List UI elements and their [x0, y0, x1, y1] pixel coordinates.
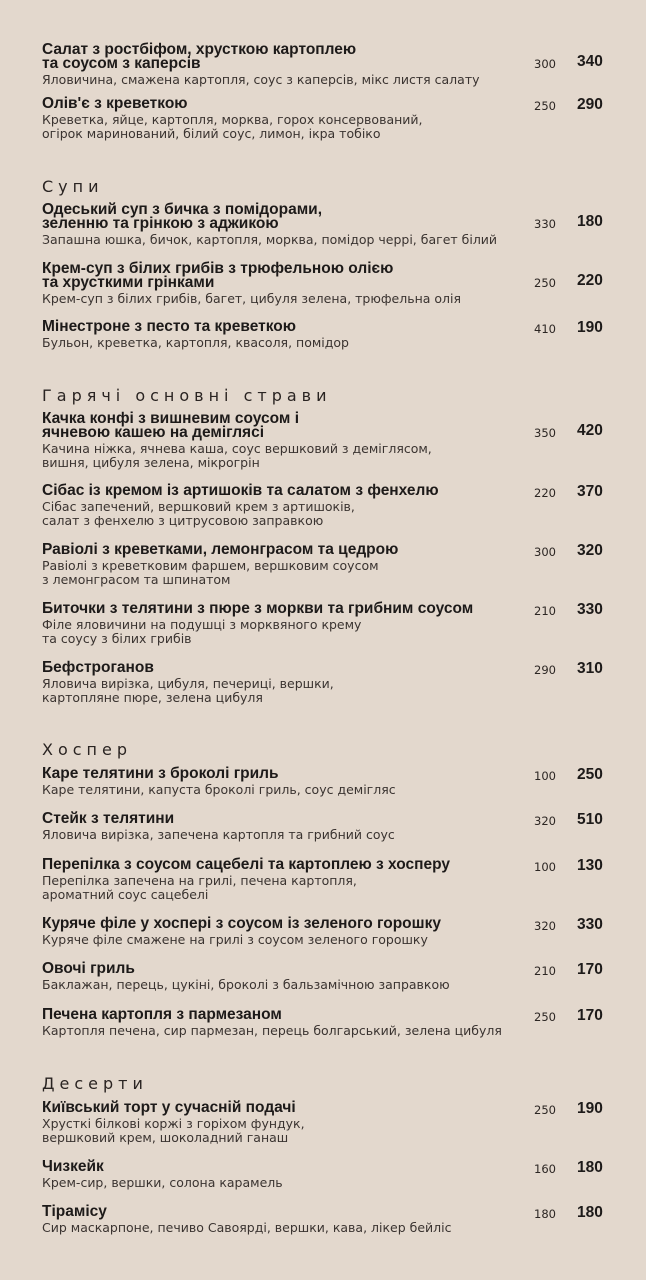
item-description-line: вишня, цибуля зелена, мікрогрін: [42, 455, 260, 470]
item-name: [42, 412, 512, 440]
item-description: [42, 1221, 532, 1235]
item-weight: 300: [534, 57, 556, 71]
item-description: [42, 677, 532, 705]
item-description-line: Яловичина, смажена картопля, соус з каперсів, мікс листя салату: [42, 72, 480, 87]
item-weight: 220: [534, 486, 556, 500]
item-description-line: салат з фенхелю з цитрусовою заправкою: [42, 513, 324, 528]
item-name-line: Олів'є з креветкою: [42, 95, 188, 112]
item-name: [42, 1101, 512, 1115]
item-name-line: Київський торт у сучасній подачі: [42, 1099, 296, 1116]
item-description-line: та соусу з білих грибів: [42, 631, 192, 646]
item-description-line: Філе яловичини на подушці з морквяного крему: [42, 617, 362, 632]
item-description-line: Яловича вирізка, запечена картопля та грибний соус: [42, 827, 395, 842]
item-price: 510: [577, 811, 603, 828]
item-description: [42, 559, 532, 587]
item-weight: 250: [534, 1103, 556, 1117]
item-weight: 100: [534, 860, 556, 874]
item-name-line: Салат з ростбіфом, хрусткою картоплею: [42, 41, 357, 58]
item-price: 170: [577, 1007, 603, 1024]
item-weight: 180: [534, 1207, 556, 1221]
item-name-line: та соусом з каперсів: [42, 55, 201, 72]
item-name: [42, 917, 512, 931]
item-description: [42, 874, 532, 902]
item-name-line: Каре телятини з броколі гриль: [42, 765, 279, 782]
item-weight: 250: [534, 99, 556, 113]
item-description-line: Перепілка запечена на грилі, печена картопля,: [42, 873, 357, 888]
item-description: [42, 783, 532, 797]
item-price: 190: [577, 1100, 603, 1117]
item-description: [42, 442, 532, 470]
item-price: 220: [577, 272, 603, 289]
item-description: [42, 500, 532, 528]
item-name: [42, 1008, 512, 1022]
item-name-line: Одеський суп з бичка з помідорами,: [42, 201, 323, 218]
item-price: 190: [577, 319, 603, 336]
item-description: [42, 292, 532, 306]
section-title: Десерти: [42, 1074, 148, 1093]
section-title: Хоспер: [42, 740, 133, 759]
item-name-line: Перепілка з соусом сацебелі та картоплею з хосперу: [42, 856, 451, 873]
item-price: 330: [577, 916, 603, 933]
item-description-line: картопляне пюре, зелена цибуля: [42, 690, 263, 705]
item-name-line: та хрусткими грінками: [42, 274, 215, 291]
item-name-line: Сібас із кремом із артишоків та салатом з фенхелю: [42, 482, 439, 499]
item-price: 370: [577, 483, 603, 500]
item-weight: 350: [534, 426, 556, 440]
item-description: [42, 113, 532, 141]
item-description-line: Каре телятини, капуста броколі гриль, соус демігляс: [42, 782, 396, 797]
item-name-line: Овочі гриль: [42, 960, 135, 977]
section-title: Гарячі основні страви: [42, 386, 332, 405]
item-name-line: Крем-суп з білих грибів з трюфельною олією: [42, 260, 394, 277]
item-description: [42, 233, 532, 247]
item-price: 340: [577, 53, 603, 70]
item-description: [42, 1176, 532, 1190]
item-name-line: Мінестроне з песто та креветкою: [42, 318, 296, 335]
item-name-line: Куряче філе у хоспері з соусом із зеленого горошку: [42, 915, 441, 932]
item-description-line: з лемонграсом та шпинатом: [42, 572, 231, 587]
item-name-line: Тірамісу: [42, 1203, 107, 1220]
item-name-line: Качка конфі з вишневим соусом і: [42, 410, 300, 427]
section-title: Супи: [42, 177, 104, 196]
item-name-line: Бефстроганов: [42, 659, 154, 676]
item-name-line: Печена картопля з пармезаном: [42, 1006, 282, 1023]
item-name-line: Биточки з телятини з пюре з моркви та грибним соусом: [42, 600, 474, 617]
item-weight: 320: [534, 814, 556, 828]
item-description-line: Бульон, креветка, картопля, квасоля, помідор: [42, 335, 349, 350]
item-weight: 160: [534, 1162, 556, 1176]
item-weight: 210: [534, 604, 556, 618]
item-name: [42, 602, 512, 616]
item-weight: 330: [534, 217, 556, 231]
item-description: [42, 933, 532, 947]
item-price: 180: [577, 213, 603, 230]
item-description-line: Крем-сир, вершки, солона карамель: [42, 1175, 283, 1190]
item-description-line: Куряче філе смажене на грилі з соусом зеленого горошку: [42, 932, 428, 947]
item-weight: 250: [534, 276, 556, 290]
item-name: [42, 484, 512, 498]
item-name: [42, 1205, 512, 1219]
item-description-line: Хрусткі білкові коржі з горіхом фундук,: [42, 1116, 305, 1131]
item-description: [42, 73, 532, 87]
item-name: [42, 661, 512, 675]
item-price: 290: [577, 96, 603, 113]
item-price: 420: [577, 422, 603, 439]
item-description-line: Равіолі з креветковим фаршем, вершковим соусом: [42, 558, 379, 573]
item-name-line: Стейк з телятини: [42, 810, 175, 827]
item-description: [42, 336, 532, 350]
item-price: 170: [577, 961, 603, 978]
item-price: 180: [577, 1204, 603, 1221]
item-description-line: Баклажан, перець, цукіні, броколі з бальзамічною заправкою: [42, 977, 450, 992]
item-price: 310: [577, 660, 603, 677]
item-description-line: вершковий крем, шоколадний ганаш: [42, 1130, 289, 1145]
item-description: [42, 1024, 532, 1038]
item-price: 250: [577, 766, 603, 783]
item-description: [42, 828, 532, 842]
item-description: [42, 618, 532, 646]
item-name: [42, 320, 512, 334]
item-name-line: Равіолі з креветками, лемонграсом та цедрою: [42, 541, 399, 558]
item-description-line: Сир маскарпоне, печиво Савоярді, вершки, кава, лікер бейліс: [42, 1220, 452, 1235]
item-description-line: Яловича вирізка, цибуля, печериці, вершки,: [42, 676, 334, 691]
item-name-line: Чизкейк: [42, 1158, 104, 1175]
item-price: 330: [577, 601, 603, 618]
item-weight: 100: [534, 769, 556, 783]
item-name: [42, 43, 512, 71]
item-name: [42, 1160, 512, 1174]
item-name: [42, 543, 512, 557]
item-description: [42, 1117, 532, 1145]
item-name: [42, 767, 512, 781]
item-description-line: Запашна юшка, бичок, картопля, морква, помідор черрі, багет білий: [42, 232, 498, 247]
item-description-line: Сібас запечений, вершковий крем з артишоків,: [42, 499, 355, 514]
item-description-line: Картопля печена, сир пармезан, перець болгарський, зелена цибуля: [42, 1023, 502, 1038]
item-name: [42, 962, 512, 976]
item-name: [42, 97, 512, 111]
item-name: [42, 858, 512, 872]
item-weight: 300: [534, 545, 556, 559]
item-description-line: огірок маринований, білий соус, лимон, ікра тобіко: [42, 126, 381, 141]
item-price: 130: [577, 857, 603, 874]
item-price: 320: [577, 542, 603, 559]
item-description-line: Качина ніжка, ячнева каша, соус вершковий з деміглясом,: [42, 441, 432, 456]
item-description-line: Креветка, яйце, картопля, морква, горох консервований,: [42, 112, 423, 127]
item-name-line: ячневою кашею на деміглясі: [42, 424, 265, 441]
item-price: 180: [577, 1159, 603, 1176]
item-weight: 210: [534, 964, 556, 978]
item-weight: 320: [534, 919, 556, 933]
item-description: [42, 978, 532, 992]
item-name-line: зеленню та грінкою з аджикою: [42, 215, 279, 232]
item-description-line: Крем-суп з білих грибів, багет, цибуля зелена, трюфельна олія: [42, 291, 462, 306]
item-name: [42, 812, 512, 826]
item-name: [42, 203, 512, 231]
item-weight: 410: [534, 322, 556, 336]
item-name: [42, 262, 512, 290]
item-weight: 290: [534, 663, 556, 677]
item-description-line: ароматний соус сацебелі: [42, 887, 209, 902]
item-weight: 250: [534, 1010, 556, 1024]
